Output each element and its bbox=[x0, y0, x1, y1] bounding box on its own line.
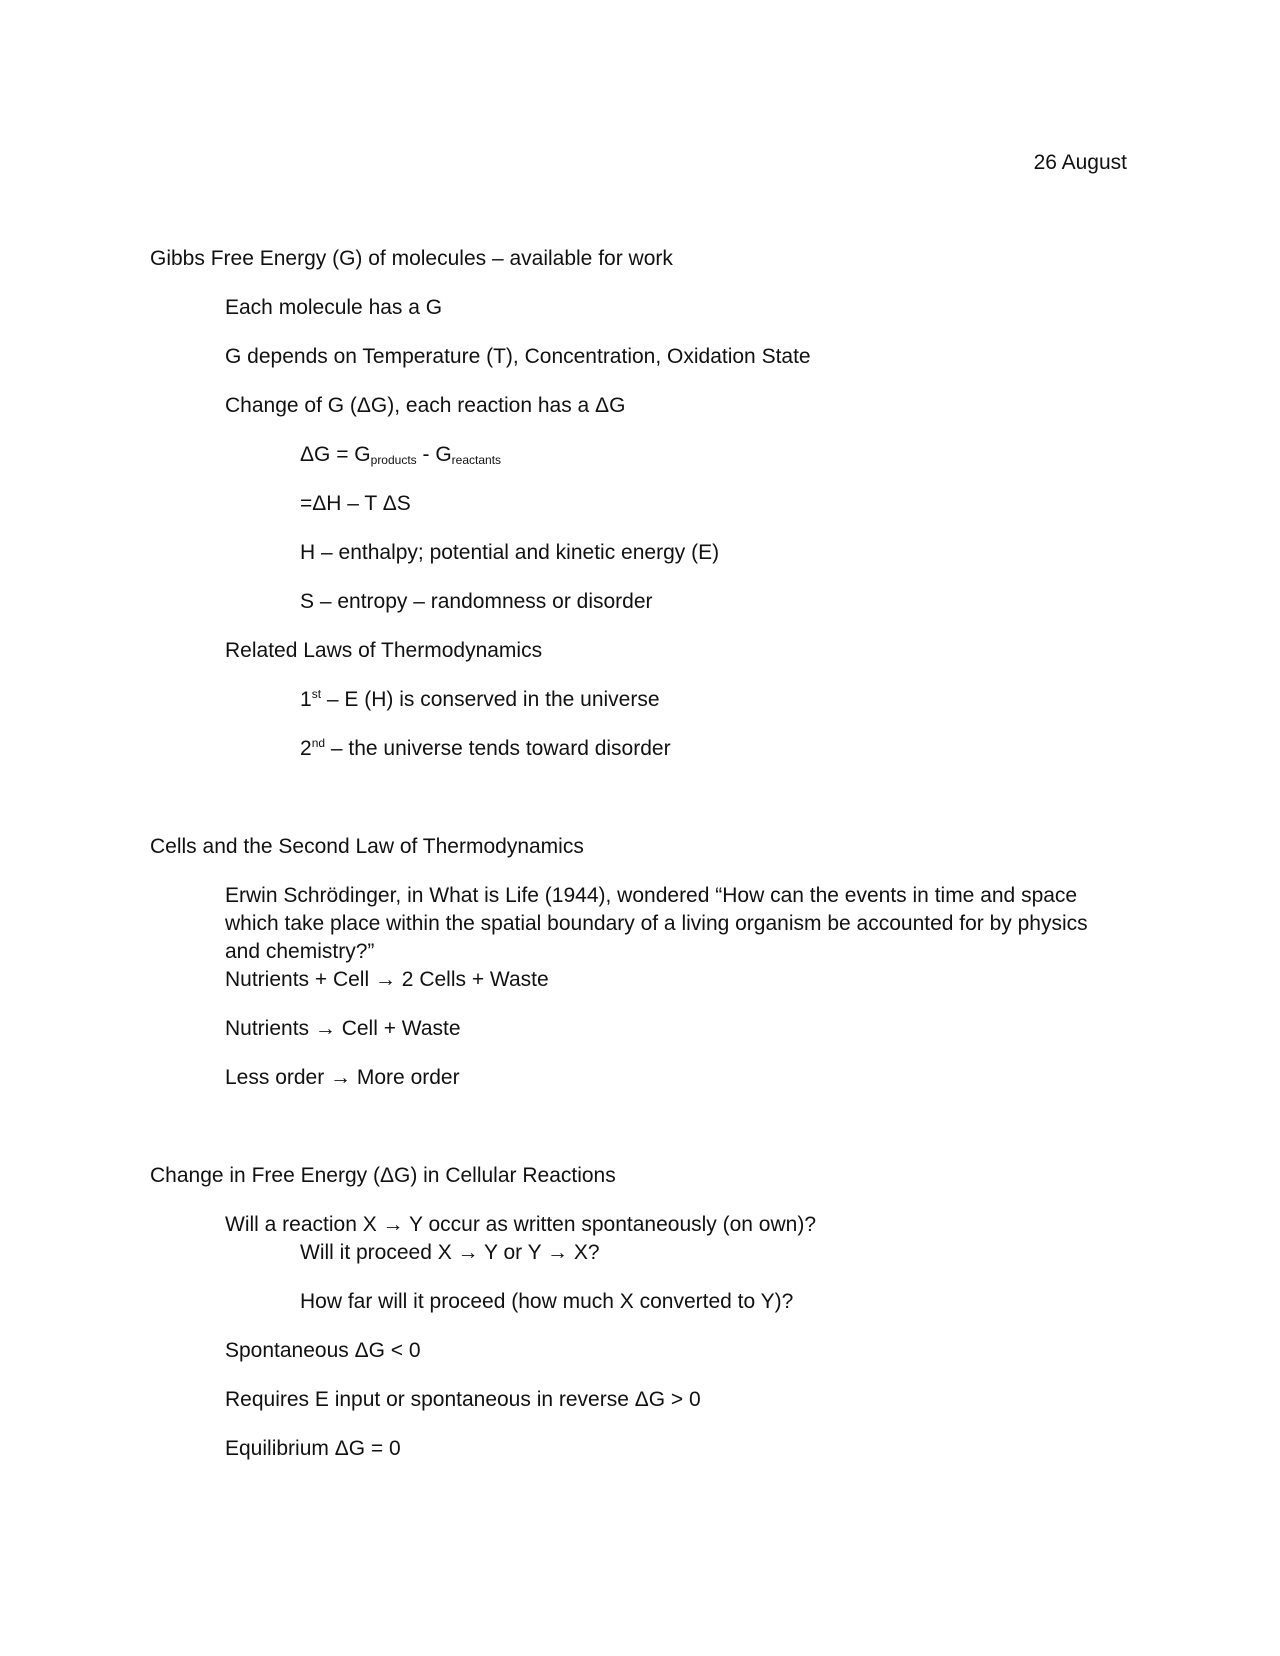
question-line: How far will it proceed (how much X converted to Y)? bbox=[300, 1290, 794, 1313]
subscript-reactants: reactants bbox=[451, 453, 502, 467]
law-number: 1 bbox=[300, 688, 312, 711]
ordinal-superscript: nd bbox=[311, 736, 326, 750]
equation-enthalpy-entropy: =ΔH – T ΔS bbox=[300, 492, 411, 515]
subheading-laws: Related Laws of Thermodynamics bbox=[225, 639, 543, 662]
question-line: Will a reaction X → Y occur as written spontaneously (on own)? bbox=[225, 1213, 817, 1236]
section-heading-gibbs: Gibbs Free Energy (G) of molecules – available for work bbox=[150, 247, 673, 270]
equation-delta-g bbox=[300, 441, 501, 469]
note-line: H – enthalpy; potential and kinetic energy (E) bbox=[300, 541, 720, 564]
note-line: Nutrients → Cell + Waste bbox=[225, 1017, 461, 1040]
law-text: – E (H) is conserved in the universe bbox=[321, 688, 660, 711]
note-line: Requires E input or spontaneous in reverse ΔG > 0 bbox=[225, 1388, 701, 1411]
note-line: Less order → More order bbox=[225, 1066, 460, 1089]
equation-text: - G bbox=[416, 443, 452, 466]
subscript-products: products bbox=[370, 453, 417, 467]
note-line: Equilibrium ΔG = 0 bbox=[225, 1437, 401, 1460]
note-line: Each molecule has a G bbox=[225, 296, 443, 319]
law-first bbox=[300, 686, 660, 714]
law-text: – the universe tends toward disorder bbox=[325, 737, 671, 760]
section-heading-cells: Cells and the Second Law of Thermodynamics bbox=[150, 835, 584, 858]
note-line: G depends on Temperature (T), Concentration, Oxidation State bbox=[225, 345, 811, 368]
note-line: Nutrients + Cell → 2 Cells + Waste bbox=[225, 968, 549, 991]
note-line: S – entropy – randomness or disorder bbox=[300, 590, 653, 613]
date: 26 August bbox=[1033, 151, 1127, 174]
equation-text: ΔG = G bbox=[300, 443, 371, 466]
question-line: Will it proceed X → Y or Y → X? bbox=[300, 1241, 600, 1264]
schrodinger-quote: Erwin Schrödinger, in What is Life (1944), wondered “How can the events in time and space which take place within the spatial boundary of a living organism be accounted for by physics and chemistry?” bbox=[225, 884, 1088, 963]
note-line: Change of G (ΔG), each reaction has a ΔG bbox=[225, 394, 626, 417]
ordinal-superscript: st bbox=[311, 687, 322, 701]
note-line: Spontaneous ΔG < 0 bbox=[225, 1339, 421, 1362]
law-second bbox=[300, 735, 671, 763]
law-number: 2 bbox=[300, 737, 312, 760]
section-heading-free-energy: Change in Free Energy (ΔG) in Cellular Reactions bbox=[150, 1164, 616, 1187]
